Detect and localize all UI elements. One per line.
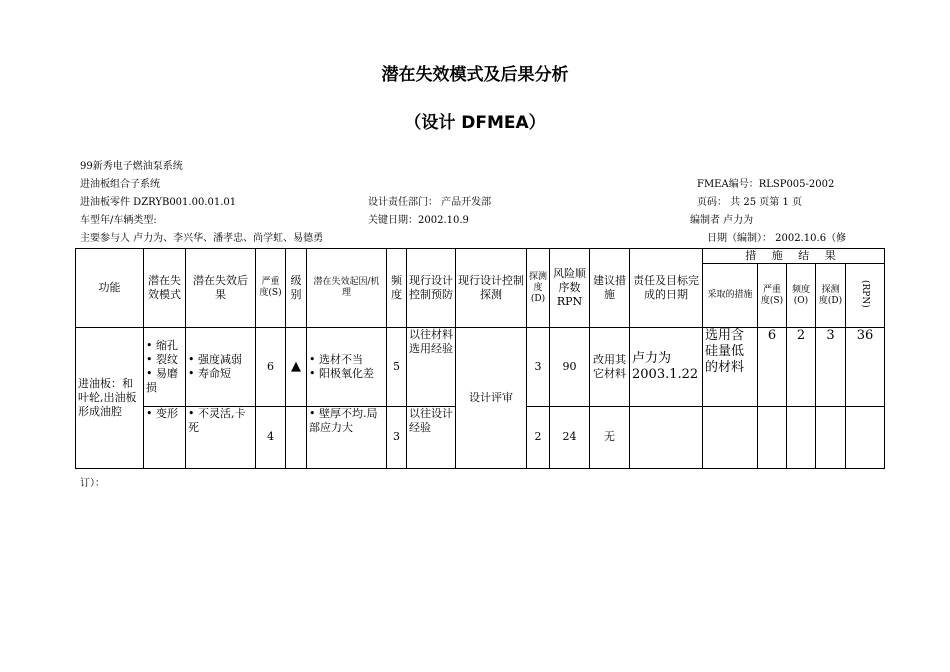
header-results: 措 施 结 果 [703, 249, 885, 264]
fmea-table [75, 248, 885, 469]
table-header-row [76, 249, 885, 264]
header-class: 级别 [286, 249, 307, 328]
responsibility-cell: 卢力为2003.1.22 [630, 328, 703, 406]
header-dept: 设计责任部门： 产品开发部 [368, 197, 492, 208]
date-continuation: 订）： [80, 478, 105, 489]
header-rpn: 风险顺序数RPN [550, 249, 590, 328]
header-date: 日期（编制）： 2002.10.6（修 [707, 233, 847, 244]
document-title: 潜在失效模式及后果分析 [381, 65, 569, 85]
failure-mode-cell: • 变形 [144, 406, 186, 468]
header-fmea-number: FMEA编号：RLSP005-2002 [697, 179, 835, 190]
occurrence-cell: 5 [387, 328, 407, 406]
table-row [76, 328, 885, 406]
result-severity-cell: 6 [758, 328, 787, 406]
header-prevention: 现行设计控制预防 [407, 249, 456, 328]
detection-cell: 3 [527, 328, 550, 406]
effect-cell: • 不灵活,卡死 [186, 406, 256, 468]
failure-mode-cell: • 缩孔 • 裂纹 • 易磨损 [144, 328, 186, 406]
header-occurrence: 频度 [387, 249, 407, 328]
rpn-cell: 90 [550, 328, 590, 406]
action-cell: 无 [590, 406, 630, 468]
result-rpn-cell [846, 406, 885, 468]
header-action-taken: 采取的措施 [703, 264, 758, 328]
header-result-detection: 探测度(D) [816, 264, 846, 328]
severity-cell: 4 [256, 406, 286, 468]
class-cell [286, 406, 307, 468]
prevention-cell: 以往材料选用经验 [407, 328, 456, 406]
header-system: 99新秀电子燃油泵系统 [80, 161, 183, 172]
result-severity-cell [758, 406, 787, 468]
header-page: 页码： 共 25 页第 1 页 [697, 197, 802, 208]
effect-cell: • 强度减弱 • 寿命短 [186, 328, 256, 406]
header-subsystem: 进油板组合子系统 [80, 179, 160, 190]
cause-cell: • 壁厚不均.局部应力大 [307, 406, 387, 468]
function-cell: 进油板：和叶轮,出油板形成油腔 [76, 328, 144, 469]
header-responsibility: 责任及目标完成的日期 [630, 249, 703, 328]
action-taken-cell: 选用含硅量低的材料 [703, 328, 758, 406]
severity-cell: 6 [256, 328, 286, 406]
result-rpn-cell: 36 [846, 328, 885, 406]
header-action: 建议措施 [590, 249, 630, 328]
header-severity: 严重度(S) [256, 249, 286, 328]
occurrence-cell: 3 [387, 406, 407, 468]
action-taken-cell [703, 406, 758, 468]
rpn-cell: 24 [550, 406, 590, 468]
header-result-severity: 严重度(S) [758, 264, 787, 328]
header-result-rpn: (RPN) [846, 264, 885, 328]
header-effect: 潜在失效后果 [186, 249, 256, 328]
action-cell: 改用其它材料 [590, 328, 630, 406]
document-subtitle: （设计 DFMEA） [404, 113, 546, 133]
detection-control-cell: 设计评审 [456, 328, 527, 469]
header-part: 进油板零件 DZRYB001.00.01.01 [80, 197, 237, 208]
detection-cell: 2 [527, 406, 550, 468]
result-detection-cell: 3 [816, 328, 846, 406]
responsibility-cell [630, 406, 703, 468]
result-occurrence-cell: 2 [787, 328, 816, 406]
header-detection-control: 现行设计控制探测 [456, 249, 527, 328]
header-model: 车型年/车辆类型: [80, 215, 157, 226]
header-function: 功能 [76, 249, 144, 328]
header-team: 主要参与人 卢力为、李兴华、潘孝忠、尚学虹、易德勇 [80, 233, 324, 244]
header-result-occurrence: 频度(O) [787, 264, 816, 328]
header-key-date: 关键日期：2002.10.9 [368, 215, 469, 226]
result-occurrence-cell [787, 406, 816, 468]
prevention-cell: 以往设计经验 [407, 406, 456, 468]
result-detection-cell [816, 406, 846, 468]
header-author: 编制者 卢力为 [690, 215, 754, 226]
header-failure-mode: 潜在失效模式 [144, 249, 186, 328]
cause-cell: • 选材不当 • 阳极氧化差 [307, 328, 387, 406]
header-cause: 潜在失效起因/机理 [307, 249, 387, 328]
header-detection: 探测度(D) [527, 249, 550, 328]
class-cell: ▲ [286, 328, 307, 406]
